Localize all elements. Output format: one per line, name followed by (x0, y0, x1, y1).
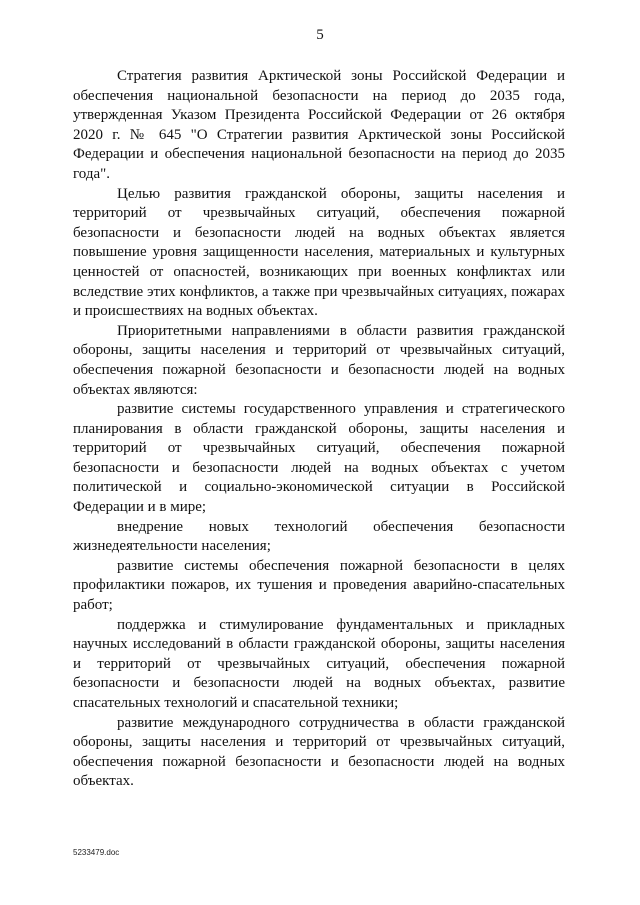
page-number: 5 (316, 27, 324, 43)
file-code: 5233479.doc (73, 848, 120, 857)
list-item-research: поддержка и стимулирование фундаментальных и прикладных научных исследований в области гражданской обороны, защиты населения и территорий от чрезвычайных ситуаций, обеспечения пожарной безопасности и безопасности людей на водных объектах, развитие спасательных технологий и спасательной техники; (73, 616, 565, 711)
paragraph-priorities-intro: Приоритетными направлениями в области развития гражданской обороны, защиты населения и территорий от чрезвычайных ситуаций, обеспечения пожарной безопасности и безопасности людей на водных объектах являются: (73, 322, 565, 398)
list-item-international: развитие международного сотрудничества в области гражданской обороны, защиты населения и территорий от чрезвычайных ситуаций, обеспечения пожарной безопасности и безопасности людей на водных объектах. (73, 714, 565, 790)
paragraph-goal: Целью развития гражданской обороны, защиты населения и территорий от чрезвычайных ситуаций, обеспечения пожарной безопасности и безопасности людей на водных объектах является повышение уровня защищенности населения, материальных и культурных ценностей от опасностей, возникающих при военных конфликтах или вследствие этих конфликтов, а также при чрезвычайных ситуациях, пожарах и происшествиях на водных объектах. (73, 185, 565, 320)
list-item-technologies: внедрение новых технологий обеспечения безопасности жизнедеятельности населения; (73, 518, 565, 555)
document-body (73, 67, 565, 792)
list-item-governance: развитие системы государственного управления и стратегического планирования в области гражданской обороны, защиты населения и территорий от чрезвычайных ситуаций, обеспечения пожарной безопасности и безопасности людей на водных объектах с учетом политической и социально-экономической ситуации в Российской Федерации и в мире; (73, 401, 565, 516)
list-item-fire-safety: развитие системы обеспечения пожарной безопасности в целях профилактики пожаров, их тушения и проведения аварийно-спасательных работ; (73, 557, 565, 614)
paragraph-arctic-strategy: Стратегия развития Арктической зоны Российской Федерации и обеспечения национальной безопасности на период до 2035 года, утвержденная Указом Президента Российской Федерации от 26 октября 2020 г. № 645 "О Стратегии развития Арктической зоны Российской Федерации и обеспечения национальной безопасности на период до 2035 года". (73, 68, 565, 182)
